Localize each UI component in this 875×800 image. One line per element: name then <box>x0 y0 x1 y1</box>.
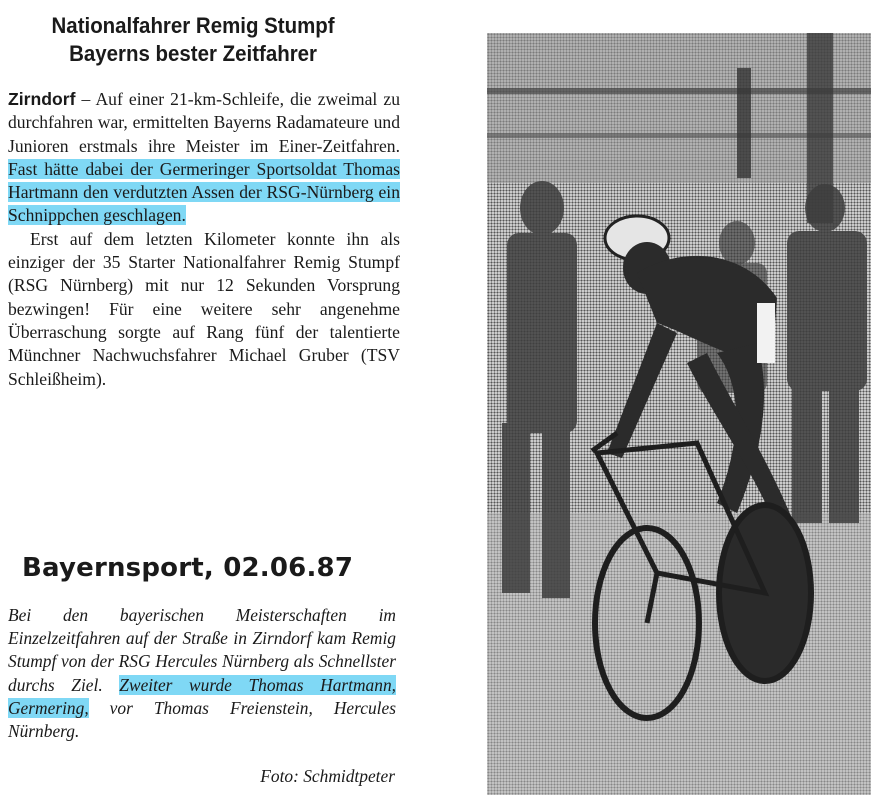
article-paragraph-2: Erst auf dem letzten Kilometer konnte ihn als einziger der 35 Starter Nationalfahrer Remig Stumpf (RSG Nürnberg) mit nur 12 Sekunden Vorsprung bezwingen! Für eine weitere sehr angenehme Überraschung sorgte auf Rang fünf der talentierte Münchner Nachwuchsfahrer Michael Gruber (TSV Schleißheim). <box>8 228 400 389</box>
source-label: Bayernsport, 02.06.87 <box>22 553 354 583</box>
cyclist-photo-illustration <box>487 33 871 795</box>
cyclist-photo <box>487 33 871 795</box>
caption-outro: vor Thomas Freienstein, Hercules Nürnberg. <box>8 697 396 742</box>
highlighted-passage: Fast hätte dabei der Germeringer Sportsoldat Thomas Hartmann den verdutzten Assen der RSG-Nürnberg ein Schnippchen geschlagen. <box>8 158 400 226</box>
dateline-place: Zirndorf <box>8 89 76 109</box>
article-paragraph-1 <box>8 88 400 228</box>
caption-intro: Bei den bayerischen Meisterschaften im Einzelzeitfahren auf der Straße in Zirndorf kam Remig Stumpf von der RSG Hercules Nürnberg als Schnellster durchs Ziel. <box>8 605 396 695</box>
headline-line-2: Bayerns bester Zeitfahrer <box>69 41 318 66</box>
headline-line-1: Nationalfahrer Remig Stumpf <box>51 13 335 38</box>
photo-caption <box>8 604 396 743</box>
article-intro: – Auf einer 21-km-Schleife, die zweimal zu durchfahren war, ermittelten Bayerns Radamateure und Junioren erstmals ihre Meister im Einer-Zeitfahren. <box>8 89 400 156</box>
caption-highlight: Zweiter wurde Thomas Hartmann, Germering, <box>8 674 396 718</box>
photo-credit: Foto: Schmidtpeter <box>260 766 395 786</box>
article-body <box>8 88 400 391</box>
headline <box>8 12 378 68</box>
